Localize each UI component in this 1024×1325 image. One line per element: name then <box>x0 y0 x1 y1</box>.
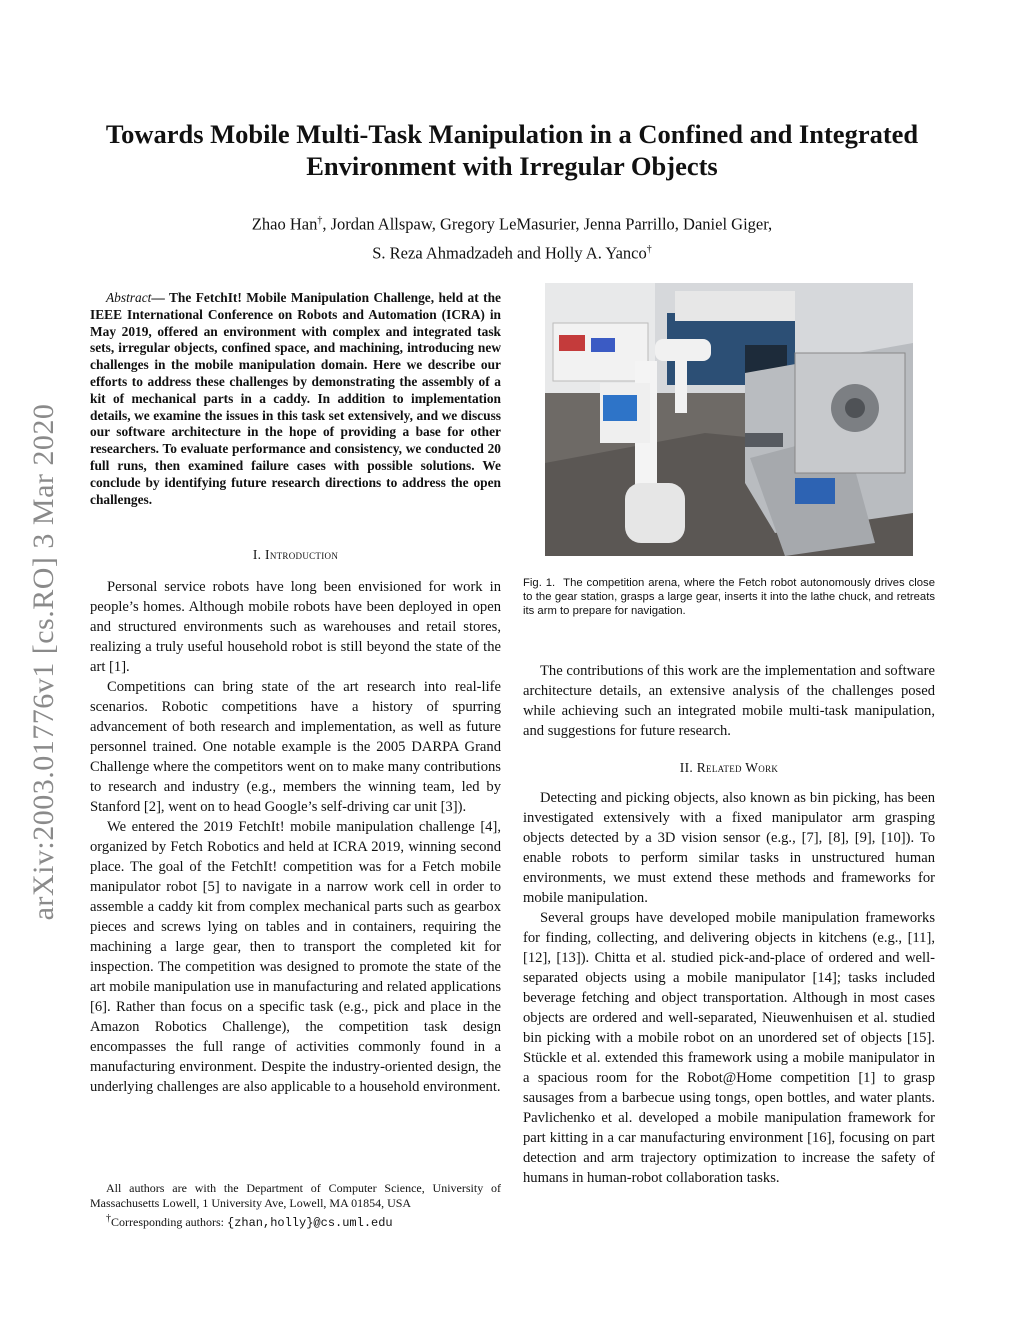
intro-paragraph-3: We entered the 2019 FetchIt! mobile manipulation challenge [4], organized by Fetch Robotics and held at ICRA 2019, winning second place. The goal of the FetchIt! competition was for a Fetch mobile manipulator robot [5] to navigate in a narrow work cell in order to assemble a caddy kit from complex mechanical parts such as gearbox pieces and screws lying on tables and in containers, requiring the machining a large gear, then to transport the completed kit for inspection. The competition was designed to promote the state of the art mobile manipulation use in manufacturing and related applications [6]. Rather than focus on a specific task (e.g., pick and place in the Amazon Robotics Challenge), the competition task design encompasses the full range of activities commonly found in a manufacturing environment. Despite the industry-oriented design, the underlying challenges are also applicable to a household environment. <box>90 819 501 1095</box>
section-number: I. <box>252 547 266 562</box>
paper-title <box>80 118 944 182</box>
footnote-corresponding <box>90 1211 501 1231</box>
caption-text: The competition arena, where the Fetch robot autonomously drives close to the gear station, grasps a large gear, inserts it into the lathe chuck, and retreats its arm to prepare for navigation. <box>523 577 935 617</box>
figure-label: Fig. 1. <box>523 577 556 589</box>
authors-rest: , Jordan Allspaw, Gregory LeMasurier, Jenna Parrillo, Daniel Giger, <box>322 214 773 234</box>
introduction-body <box>90 577 501 1097</box>
footnote-email: {zhan,holly}@cs.uml.edu <box>227 1216 393 1230</box>
authors-line-1 <box>80 208 944 237</box>
intro-paragraph-2: Competitions can bring state of the art research into real-life scenarios. Robotic competitions have a history of spurring advancement of both research and implementation, as well as future personnel trained. One notable example is the 2005 DARPA Grand Challenge where the competitors went on to make many contributions to research and industry (e.g., members the winning team, led by Stanford [2], went on to head Google’s self-driving car unit [3]). <box>90 679 501 815</box>
author-list <box>80 208 944 265</box>
section-title: Related Work <box>696 760 779 775</box>
dagger-mark: † <box>106 1213 111 1224</box>
contributions-paragraph: The contributions of this work are the implementation and software architecture details, an extensive analysis of the challenges posed while achieving such an integrated mobile multi-task manipulation, and suggestions for future research. <box>523 663 935 739</box>
authors-line-2 <box>80 237 944 266</box>
figure-1-caption <box>523 576 935 618</box>
intro-paragraph-1: Personal service robots have long been envisioned for work in people’s homes. Although mobile robots have been deployed in open and structured environments such as warehouses and retail stores, realizing a truly useful household robot is still beyond the state of the art [1]. <box>90 579 501 675</box>
footnote-affiliation: All authors are with the Department of Computer Science, University of Massachusetts Lowell, 1 University Ave, Lowell, MA 01854, USA <box>90 1181 501 1210</box>
dagger-mark: † <box>646 243 652 255</box>
arxiv-id-text: arXiv:2003.01776v1 [cs.RO] 3 Mar 2020 <box>27 403 60 921</box>
abstract <box>90 290 501 508</box>
section-number: II. <box>679 760 697 775</box>
section-title: Introduction <box>265 547 339 562</box>
section-heading-related-work <box>523 760 935 776</box>
authors-last: S. Reza Ahmadzadeh and Holly A. Yanco <box>372 243 647 262</box>
abstract-text: — The FetchIt! Mobile Manipulation Challenge, held at the IEEE International Conference on Robots and Automation (ICRA) in May 2019, offered an environment with complex and integrated task sets, irregular objects, confined space, and machining, introducing new challenges in the mobile manipulation domain. Here we describe our efforts to address these challenges by demonstrating the assembly of a kit of mechanical parts in a caddy. In addition to implementation details, we examine the issues in this task set extensively, and we discuss our software architecture in the hope of providing a base for other researchers. To evaluate performance and consistency, we conducted 20 full runs, then examined failure cases with possible solutions. We conclude by identifying future research directions to address the open challenges. <box>90 290 501 507</box>
related-work-body <box>523 788 935 1188</box>
related-paragraph-1: Detecting and picking objects, also known as bin picking, has been investigated extensively with a fixed manipulator arm grasping objects detected by a 3D vision sensor (e.g., [7], [8], [9], [10]). To enable robots to perform similar tasks in unstructured human environments, we must extend these methods and frameworks for mobile manipulation. <box>523 790 935 906</box>
section-heading-introduction <box>90 547 501 563</box>
contributions-body <box>523 661 935 741</box>
dagger-mark: † <box>317 215 323 226</box>
footnotes <box>90 1181 501 1231</box>
author-first: Zhao Han <box>251 214 318 234</box>
footnote-prefix: Corresponding authors: <box>111 1215 227 1229</box>
arena-illustration <box>545 283 913 556</box>
title-line-2: Environment with Irregular Objects <box>306 151 718 181</box>
figure-1-photo <box>545 283 913 556</box>
title-line-1: Towards Mobile Multi-Task Manipulation in a Confined and Integrated <box>105 119 919 149</box>
abstract-label: Abstract <box>106 290 152 305</box>
related-paragraph-2: Several groups have developed mobile manipulation frameworks for finding, collecting, and delivering objects in kitchens (e.g., [11], [12], [13]). Chitta et al. studied pick-and-place of ordered and well-separated objects using a mobile manipulator [14]; tasks included beverage fetching and object transportation. Although in most cases objects are ordered and well-separated, Nieuwenhuisen et al. studied bin picking with a mobile robot on an unordered set of objects [15]. Stückle et al. extended this framework using a mobile manipulator in a spacious room for the Robot@Home competition [1] to grasp sausages from a barbecue using tongs, open bottles, and water plants. Pavlichenko et al. developed a mobile manipulation framework for part kitting in a car manufacturing environment [16], focusing on part detection and arm trajectory optimization to increase the safety of humans in human-robot collaboration tasks. <box>523 910 935 1186</box>
